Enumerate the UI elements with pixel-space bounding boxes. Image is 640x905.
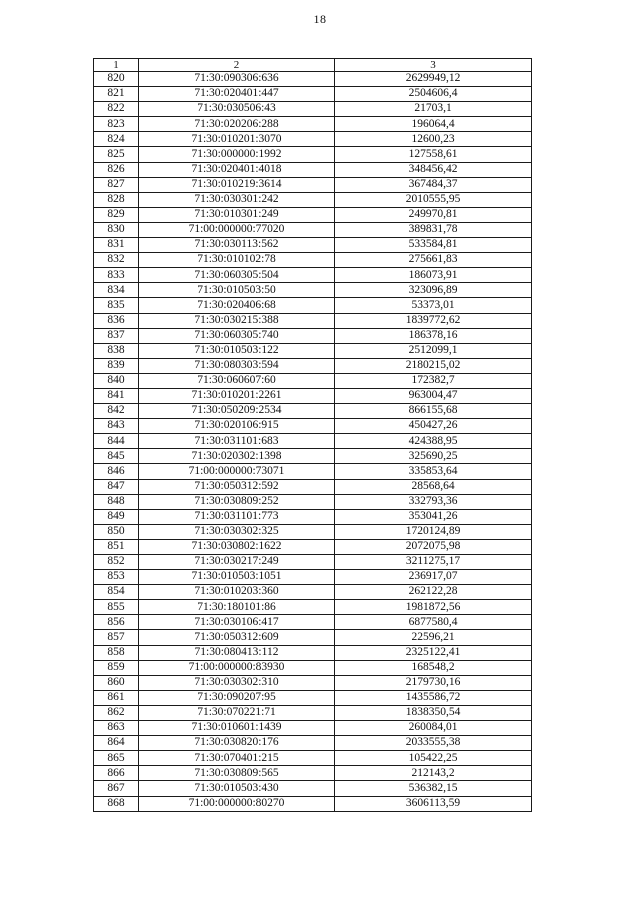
row-number-cell: 840 <box>94 373 139 388</box>
value-cell: 168548,2 <box>335 660 532 675</box>
row-number-cell: 822 <box>94 102 139 117</box>
cadastral-number-cell: 71:30:050312:609 <box>139 630 335 645</box>
value-cell: 28568,64 <box>335 479 532 494</box>
value-cell: 2512099,1 <box>335 343 532 358</box>
row-number-cell: 867 <box>94 781 139 796</box>
table-row <box>94 253 532 268</box>
value-cell: 236917,07 <box>335 570 532 585</box>
row-number-cell: 858 <box>94 645 139 660</box>
value-cell: 2072075,98 <box>335 539 532 554</box>
table-row <box>94 555 532 570</box>
row-number-cell: 833 <box>94 268 139 283</box>
table-row <box>94 117 532 132</box>
value-cell: 332793,36 <box>335 494 532 509</box>
table-row <box>94 796 532 811</box>
row-number-cell: 845 <box>94 449 139 464</box>
cadastral-number-cell: 71:30:010301:249 <box>139 207 335 222</box>
row-number-cell: 821 <box>94 87 139 102</box>
row-number-cell: 851 <box>94 539 139 554</box>
row-number-cell: 826 <box>94 162 139 177</box>
column-header-number: 1 <box>94 59 139 72</box>
row-number-cell: 827 <box>94 177 139 192</box>
table-row <box>94 87 532 102</box>
row-number-cell: 859 <box>94 660 139 675</box>
table-row <box>94 298 532 313</box>
value-cell: 2179730,16 <box>335 675 532 690</box>
value-cell: 2629949,12 <box>335 72 532 87</box>
table-row <box>94 615 532 630</box>
row-number-cell: 865 <box>94 751 139 766</box>
row-number-cell: 842 <box>94 404 139 419</box>
table-row <box>94 177 532 192</box>
row-number-cell: 844 <box>94 434 139 449</box>
cadastral-number-cell: 71:30:050312:592 <box>139 479 335 494</box>
row-number-cell: 830 <box>94 222 139 237</box>
table-body <box>94 72 532 812</box>
row-number-cell: 852 <box>94 555 139 570</box>
cadastral-number-cell: 71:00:000000:73071 <box>139 464 335 479</box>
cadastral-number-cell: 71:00:000000:77020 <box>139 222 335 237</box>
table-row <box>94 781 532 796</box>
value-cell: 325690,25 <box>335 449 532 464</box>
row-number-cell: 854 <box>94 585 139 600</box>
cadastral-number-cell: 71:30:010601:1439 <box>139 721 335 736</box>
cadastral-number-cell: 71:30:010503:50 <box>139 283 335 298</box>
table-row <box>94 660 532 675</box>
row-number-cell: 820 <box>94 72 139 87</box>
cadastral-number-cell: 71:30:000000:1992 <box>139 147 335 162</box>
table-row <box>94 509 532 524</box>
value-cell: 335853,64 <box>335 464 532 479</box>
row-number-cell: 861 <box>94 690 139 705</box>
table-row <box>94 72 532 87</box>
row-number-cell: 864 <box>94 736 139 751</box>
cadastral-number-cell: 71:30:080303:594 <box>139 358 335 373</box>
value-cell: 249970,81 <box>335 207 532 222</box>
table-row <box>94 570 532 585</box>
cadastral-number-cell: 71:30:010219:3614 <box>139 177 335 192</box>
table-row <box>94 524 532 539</box>
cadastral-number-cell: 71:30:030302:325 <box>139 524 335 539</box>
table-row <box>94 600 532 615</box>
table-row <box>94 766 532 781</box>
table-row <box>94 373 532 388</box>
cadastral-number-cell: 71:30:030809:252 <box>139 494 335 509</box>
table-row <box>94 494 532 509</box>
value-cell: 3211275,17 <box>335 555 532 570</box>
cadastral-number-cell: 71:30:020401:447 <box>139 87 335 102</box>
value-cell: 260084,01 <box>335 721 532 736</box>
row-number-cell: 825 <box>94 147 139 162</box>
row-number-cell: 857 <box>94 630 139 645</box>
cadastral-number-cell: 71:30:070221:71 <box>139 705 335 720</box>
row-number-cell: 841 <box>94 388 139 403</box>
value-cell: 1838350,54 <box>335 705 532 720</box>
value-cell: 262122,28 <box>335 585 532 600</box>
value-cell: 536382,15 <box>335 781 532 796</box>
table-row <box>94 268 532 283</box>
cadastral-number-cell: 71:30:030215:388 <box>139 313 335 328</box>
cadastral-number-cell: 71:00:000000:80270 <box>139 796 335 811</box>
cadastral-number-cell: 71:00:000000:83930 <box>139 660 335 675</box>
cadastral-value-table <box>93 58 532 812</box>
cadastral-number-cell: 71:30:010201:3070 <box>139 132 335 147</box>
row-number-cell: 848 <box>94 494 139 509</box>
value-cell: 866155,68 <box>335 404 532 419</box>
cadastral-number-cell: 71:30:070401:215 <box>139 751 335 766</box>
row-number-cell: 862 <box>94 705 139 720</box>
cadastral-number-cell: 71:30:030106:417 <box>139 615 335 630</box>
value-cell: 2010555,95 <box>335 192 532 207</box>
cadastral-number-cell: 71:30:030301:242 <box>139 192 335 207</box>
value-cell: 172382,7 <box>335 373 532 388</box>
cadastral-number-cell: 71:30:010503:1051 <box>139 570 335 585</box>
row-number-cell: 823 <box>94 117 139 132</box>
table-row <box>94 404 532 419</box>
table-row <box>94 539 532 554</box>
table-row <box>94 328 532 343</box>
value-cell: 53373,01 <box>335 298 532 313</box>
row-number-cell: 829 <box>94 207 139 222</box>
value-cell: 12600,23 <box>335 132 532 147</box>
value-cell: 1435586,72 <box>335 690 532 705</box>
row-number-cell: 839 <box>94 358 139 373</box>
table-row <box>94 222 532 237</box>
value-cell: 3606113,59 <box>335 796 532 811</box>
cadastral-number-cell: 71:30:180101:86 <box>139 600 335 615</box>
value-cell: 186378,16 <box>335 328 532 343</box>
page-number: 18 <box>313 12 327 26</box>
table-row <box>94 192 532 207</box>
value-cell: 353041,26 <box>335 509 532 524</box>
value-cell: 389831,78 <box>335 222 532 237</box>
table-row <box>94 751 532 766</box>
table-row <box>94 464 532 479</box>
cadastral-number-cell: 71:30:020406:68 <box>139 298 335 313</box>
row-number-cell: 837 <box>94 328 139 343</box>
row-number-cell: 863 <box>94 721 139 736</box>
cadastral-number-cell: 71:30:020106:915 <box>139 419 335 434</box>
value-cell: 105422,25 <box>335 751 532 766</box>
cadastral-number-cell: 71:30:031101:683 <box>139 434 335 449</box>
cadastral-number-cell: 71:30:030217:249 <box>139 555 335 570</box>
value-cell: 212143,2 <box>335 766 532 781</box>
table-row <box>94 343 532 358</box>
row-number-cell: 843 <box>94 419 139 434</box>
table-row <box>94 736 532 751</box>
cadastral-number-cell: 71:30:060305:504 <box>139 268 335 283</box>
row-number-cell: 853 <box>94 570 139 585</box>
row-number-cell: 838 <box>94 343 139 358</box>
cadastral-number-cell: 71:30:030506:43 <box>139 102 335 117</box>
row-number-cell: 834 <box>94 283 139 298</box>
column-header-value: 3 <box>335 59 532 72</box>
value-cell: 2180215,02 <box>335 358 532 373</box>
table-row <box>94 132 532 147</box>
row-number-cell: 832 <box>94 253 139 268</box>
value-cell: 963004,47 <box>335 388 532 403</box>
row-number-cell: 846 <box>94 464 139 479</box>
table-row <box>94 690 532 705</box>
row-number-cell: 850 <box>94 524 139 539</box>
value-cell: 348456,42 <box>335 162 532 177</box>
row-number-cell: 866 <box>94 766 139 781</box>
table-row <box>94 313 532 328</box>
cadastral-number-cell: 71:30:010503:122 <box>139 343 335 358</box>
column-header-cadastral-number: 2 <box>139 59 335 72</box>
value-cell: 450427,26 <box>335 419 532 434</box>
table-row <box>94 388 532 403</box>
table-row <box>94 721 532 736</box>
value-cell: 6877580,4 <box>335 615 532 630</box>
value-cell: 22596,21 <box>335 630 532 645</box>
cadastral-number-cell: 71:30:010203:360 <box>139 585 335 600</box>
value-cell: 1839772,62 <box>335 313 532 328</box>
cadastral-number-cell: 71:30:030809:565 <box>139 766 335 781</box>
table-row <box>94 449 532 464</box>
cadastral-number-cell: 71:30:030113:562 <box>139 238 335 253</box>
row-number-cell: 860 <box>94 675 139 690</box>
value-cell: 186073,91 <box>335 268 532 283</box>
row-number-cell: 855 <box>94 600 139 615</box>
row-number-cell: 835 <box>94 298 139 313</box>
value-cell: 323096,89 <box>335 283 532 298</box>
table-row <box>94 419 532 434</box>
table-row <box>94 207 532 222</box>
table-row <box>94 434 532 449</box>
value-cell: 127558,61 <box>335 147 532 162</box>
cadastral-number-cell: 71:30:030302:310 <box>139 675 335 690</box>
value-cell: 1720124,89 <box>335 524 532 539</box>
table-row <box>94 238 532 253</box>
row-number-cell: 831 <box>94 238 139 253</box>
cadastral-number-cell: 71:30:020206:288 <box>139 117 335 132</box>
cadastral-number-cell: 71:30:010102:78 <box>139 253 335 268</box>
cadastral-number-cell: 71:30:080413:112 <box>139 645 335 660</box>
table-row <box>94 705 532 720</box>
value-cell: 2504606,4 <box>335 87 532 102</box>
table-row <box>94 479 532 494</box>
cadastral-number-cell: 71:30:030820:176 <box>139 736 335 751</box>
table-row <box>94 585 532 600</box>
value-cell: 21703,1 <box>335 102 532 117</box>
table-row <box>94 630 532 645</box>
cadastral-number-cell: 71:30:030802:1622 <box>139 539 335 554</box>
cadastral-number-cell: 71:30:060305:740 <box>139 328 335 343</box>
table-row <box>94 675 532 690</box>
value-cell: 1981872,56 <box>335 600 532 615</box>
row-number-cell: 849 <box>94 509 139 524</box>
table-row <box>94 162 532 177</box>
row-number-cell: 828 <box>94 192 139 207</box>
value-cell: 2325122,41 <box>335 645 532 660</box>
table-row <box>94 147 532 162</box>
table-row <box>94 283 532 298</box>
cadastral-number-cell: 71:30:060607:60 <box>139 373 335 388</box>
cadastral-number-cell: 71:30:090306:636 <box>139 72 335 87</box>
value-cell: 275661,83 <box>335 253 532 268</box>
value-cell: 367484,37 <box>335 177 532 192</box>
row-number-cell: 856 <box>94 615 139 630</box>
cadastral-number-cell: 71:30:031101:773 <box>139 509 335 524</box>
cadastral-number-cell: 71:30:090207:95 <box>139 690 335 705</box>
row-number-cell: 824 <box>94 132 139 147</box>
cadastral-number-cell: 71:30:010503:430 <box>139 781 335 796</box>
row-number-cell: 868 <box>94 796 139 811</box>
table-header-row <box>94 59 532 72</box>
cadastral-number-cell: 71:30:020302:1398 <box>139 449 335 464</box>
table-row <box>94 358 532 373</box>
row-number-cell: 836 <box>94 313 139 328</box>
row-number-cell: 847 <box>94 479 139 494</box>
cadastral-number-cell: 71:30:050209:2534 <box>139 404 335 419</box>
value-cell: 424388,95 <box>335 434 532 449</box>
value-cell: 533584,81 <box>335 238 532 253</box>
value-cell: 196064,4 <box>335 117 532 132</box>
table-row <box>94 102 532 117</box>
value-cell: 2033555,38 <box>335 736 532 751</box>
cadastral-number-cell: 71:30:020401:4018 <box>139 162 335 177</box>
cadastral-number-cell: 71:30:010201:2261 <box>139 388 335 403</box>
table-row <box>94 645 532 660</box>
